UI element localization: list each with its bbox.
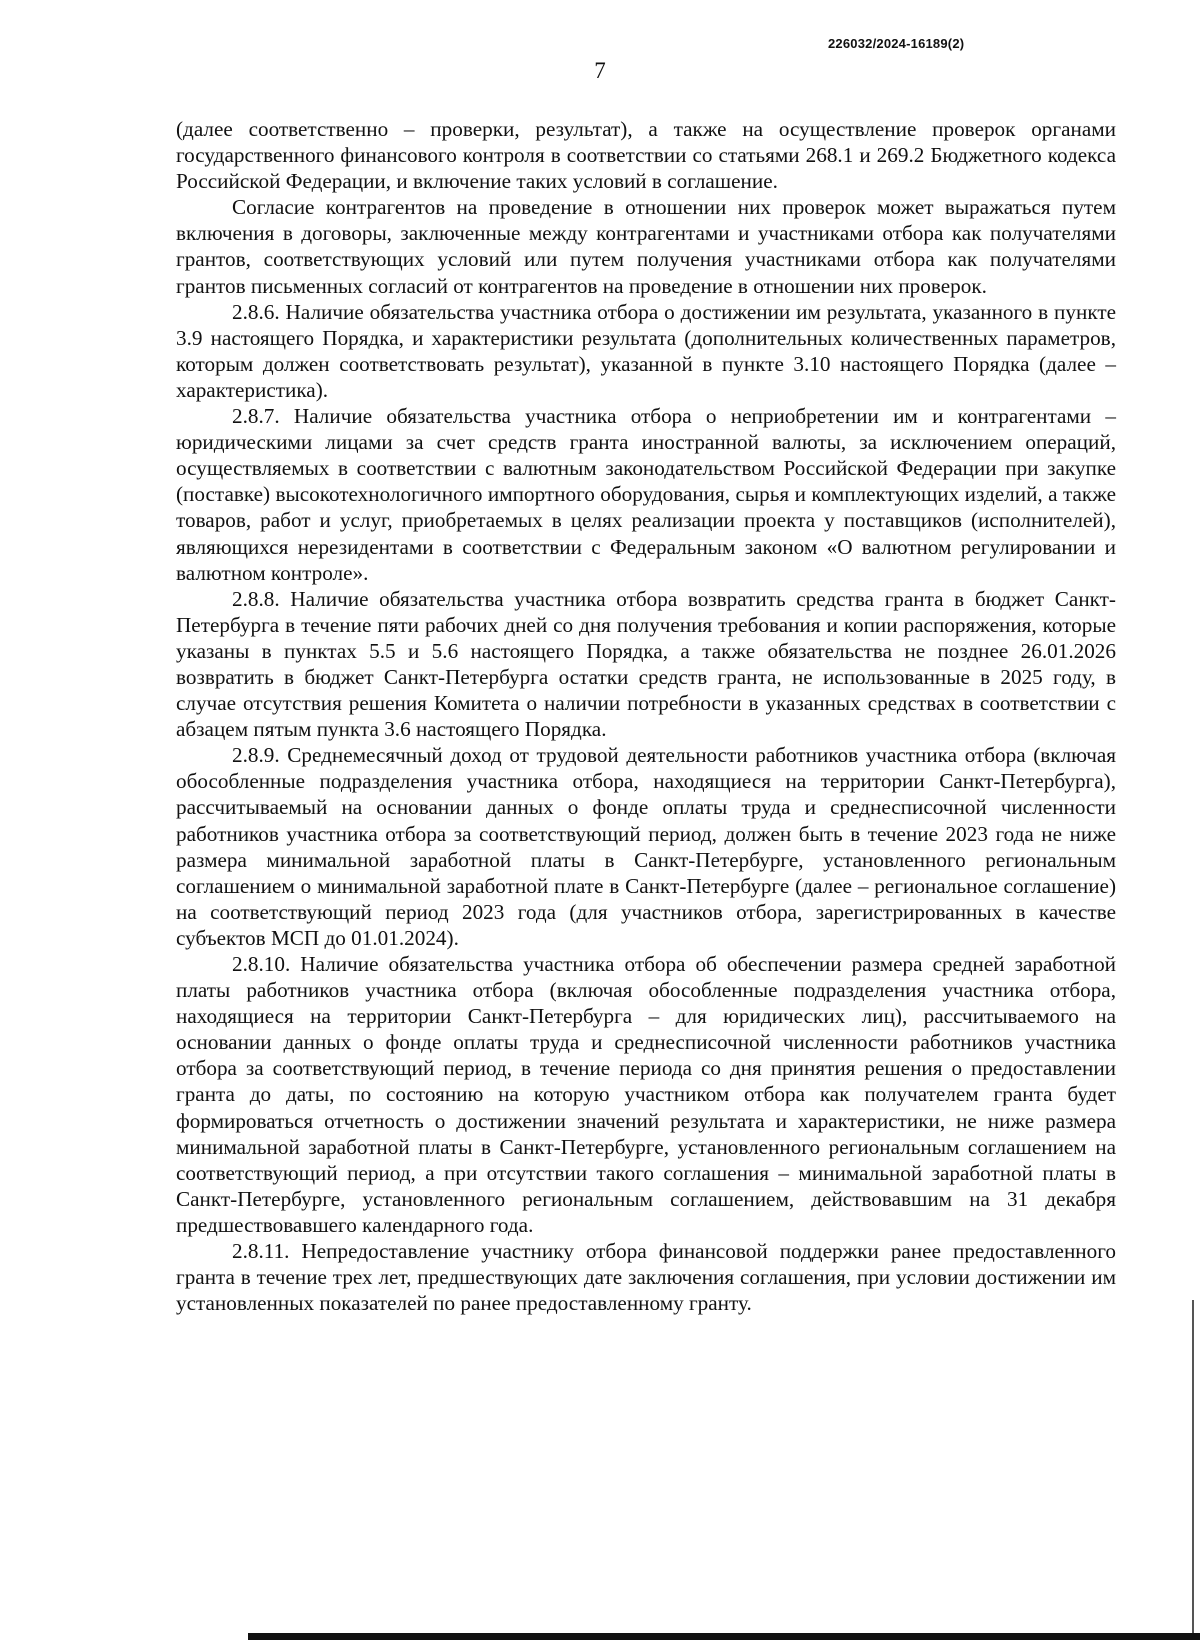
paragraph-consent: Согласие контрагентов на проведение в отношении них проверок может выражаться путем включения в договоры, заключенные между контрагентами и участниками отбора как получателями грантов, соответствующих условий или путем получения участниками отбора как получателями грантов письменных согласий от контрагентов на проведение в отношении них проверок.	[176, 195, 1116, 298]
document-body	[176, 116, 1116, 1316]
scan-edge-line-bottom	[248, 1633, 1200, 1640]
paragraph-continuation: (далее соответственно – проверки, результат), а также на осуществление проверок органами государственного финансового контроля в соответствии со статьями 268.1 и 269.2 Бюджетного кодекса Российской Федерации, и включение таких условий в соглашение.	[176, 117, 1116, 194]
paragraph-2-8-11: 2.8.11. Непредоставление участнику отбора финансовой поддержки ранее предоставленного гранта в течение трех лет, предшествующих дате заключения соглашения, при условии достижении им установленных показателей по ранее предоставленному гранту.	[176, 1239, 1116, 1316]
document-registration-number: 226032/2024-16189(2)	[828, 36, 965, 51]
paragraph-2-8-9: 2.8.9. Среднемесячный доход от трудовой деятельности работников участника отбора (включая обособленные подразделения участника отбора, находящиеся на территории Санкт-Петербурга), рассчитываемый на основании данных о фонде оплаты труда и среднесписочной численности работников участника отбора за соответствующий период, должен быть в течение 2023 года не ниже размера минимальной заработной платы в Санкт-Петербурге, установленного региональным соглашением о минимальной заработной плате в Санкт-Петербурге (далее – региональное соглашение) на соответствующий период 2023 года (для участников отбора, зарегистрированных в качестве субъектов МСП до 01.01.2024).	[176, 743, 1116, 950]
paragraph-2-8-6: 2.8.6. Наличие обязательства участника отбора о достижении им результата, указанного в пункте 3.9 настоящего Порядка, и характеристики результата (дополнительных количественных параметров, которым должен соответствовать результат), указанной в пункте 3.10 настоящего Порядка (далее – характеристика).	[176, 299, 1116, 402]
page-number: 7	[594, 58, 606, 83]
paragraph-2-8-8: 2.8.8. Наличие обязательства участника отбора возвратить средства гранта в бюджет Санкт-Петербурга в течение пяти рабочих дней со дня получения требования и копии распоряжения, которые указаны в пунктах 5.5 и 5.6 настоящего Порядка, а также обязательства не позднее 26.01.2026 возвратить в бюджет Санкт-Петербурга остатки средств гранта, не использованные в 2025 году, в случае отсутствия решения Комитета о наличии потребности в указанных средствах в соответствии с абзацем пятым пункта 3.6 настоящего Порядка.	[176, 586, 1116, 742]
paragraph-2-8-7: 2.8.7. Наличие обязательства участника отбора о неприобретении им и контрагентами – юридическими лицами за счет средств гранта иностранной валюты, за исключением операций, осуществляемых в соответствии с валютным законодательством Российской Федерации при закупке (поставке) высокотехнологичного импортного оборудования, сырья и комплектующих изделий, а также товаров, работ и услуг, приобретаемых в целях реализации проекта у поставщиков (исполнителей), являющихся нерезидентами в соответствии с Федеральным законом «О валютном регулировании и валютном контроле».	[176, 404, 1116, 585]
paragraph-2-8-10: 2.8.10. Наличие обязательства участника отбора об обеспечении размера средней заработной платы работников участника отбора (включая обособленные подразделения участника отбора, находящиеся на территории Санкт-Петербурга – для юридических лиц), рассчитываемого на основании данных о фонде оплаты труда и среднесписочной численности работников участника отбора за соответствующий период, в течение периода со дня принятия решения о предоставлении гранта до даты, по состоянию на которую участником отбора как получателем гранта будет формироваться отчетность о достижении значений результата и характеристики, не ниже размера минимальной заработной платы в Санкт-Петербурге, установленного региональным соглашением на соответствующий период, а при отсутствии такого соглашения – минимальной заработной платы в Санкт-Петербурге, установленного региональным соглашением, действовавшим на 31 декабря предшествовавшего календарного года.	[176, 952, 1116, 1237]
scan-edge-line-right	[1192, 1300, 1194, 1640]
